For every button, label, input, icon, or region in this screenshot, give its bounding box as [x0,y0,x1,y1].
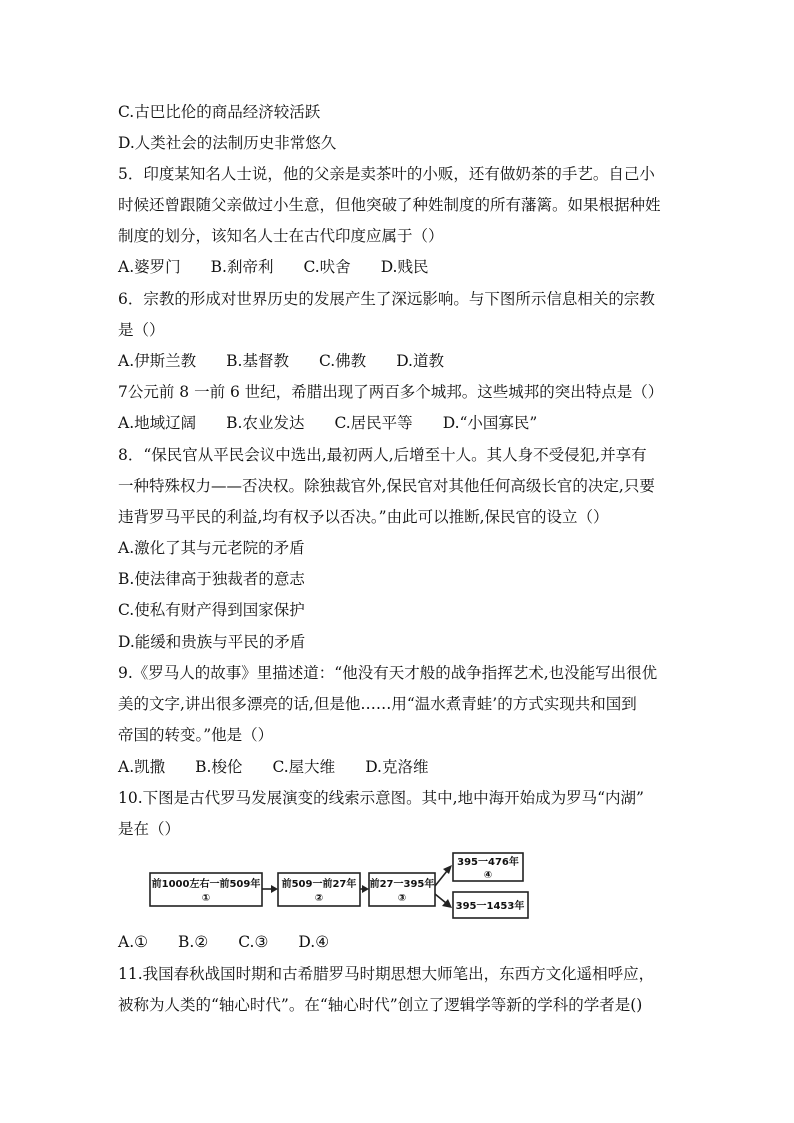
options-q7 [118,413,684,433]
arrow-3-4-line [435,871,447,886]
question-9-line3: 帝国的转变。”他是（） [118,726,274,744]
timeline-box-4-period: 395一476年 [457,857,519,868]
option-c-q10: C.③ [238,933,269,951]
question-11-line1: 11.我国春秋战国时期和古希腊罗马时期思想大师笔出，东西方文化遥相呼应， [118,965,655,983]
rome-timeline-diagram [120,848,680,923]
question-5-line1: 5．印度某知名人士说，他的父亲是卖茶叶的小贩，还有做奶茶的手艺。自己小 [118,165,655,183]
question-5-line2: 时候还曾跟随父亲做过小生意，但他突破了种姓制度的所有藩篱。如果根据种姓 [118,196,661,214]
option-a-q7: A.地域辽阔 [118,414,197,432]
option-b-q9: B.梭伦 [195,758,243,776]
option-d-q10: D.④ [298,933,330,951]
option-c-q4: C.古巴比伦的商品经济较活跃 [118,103,321,121]
option-b-q6: B.基督教 [226,352,289,370]
timeline-box-4-num: ④ [483,870,493,881]
question-7: 7公元前 8 一前 6 世纪，希腊出现了两百多个城邦。这些城邦的突出特点是（） [118,383,664,401]
timeline-box-5-period: 395一1453年 [455,901,525,912]
question-10-line2: 是在（） [118,820,181,838]
question-6-line2: 是（） [118,321,165,339]
timeline-box-3-period: 前27一395年 [369,879,435,890]
option-d-q8: D.能缓和贵族与平民的矛盾 [118,633,306,651]
option-c-q9: C.屋大维 [272,758,336,776]
option-a-q6: A.伊斯兰教 [118,352,197,370]
option-b-q7: B.农业发达 [226,414,305,432]
options-q9 [118,757,684,777]
question-9-line1: 9.《罗马人的故事》里描述道：“他没有天才般的战争指挥艺术,也没能写出很优 [118,664,658,682]
option-b-q8: B.使法律高于独裁者的意志 [118,570,305,588]
option-d-q9: D.克洛维 [365,758,429,776]
option-d-q5: D.贱民 [380,258,429,276]
option-c-q5: C.吠舍 [303,258,351,276]
arrow-3-4-head [443,865,452,874]
options-q10 [118,932,684,952]
question-6-line1: 6．宗教的形成对世界历史的发展产生了深远影响。与下图所示信息相关的宗教 [118,290,655,308]
option-d-q6: D.道教 [396,352,444,370]
option-a-q5: A.婆罗门 [118,258,181,276]
question-9-line2: 美的文字,讲出很多漂亮的话,但是他……用“温水煮青蛙’的方式实现共和国到 [118,695,637,713]
timeline-box-3-num: ③ [397,893,407,904]
options-q5 [118,257,684,277]
arrow-2-3-head [362,885,369,893]
arrow-3-5-line [435,894,446,903]
option-a-q8: A.激化了其与元老院的矛盾 [118,539,305,557]
question-11-line2: 被称为人类的“轴心时代”。在“轴心时代”创立了逻辑学等新的学科的学者是() [118,996,643,1014]
timeline-box-1-num: ① [201,893,211,904]
timeline-box-1-period: 前1000左右一前509年 [151,879,261,890]
options-q6 [118,351,684,371]
option-d-q7: D.“小国寡民” [442,414,538,432]
question-8-line3: 违背罗马平民的利益,均有权予以否决。”由此可以推断,保民官的设立（） [118,508,609,526]
question-5-line3: 制度的划分，该知名人士在古代印度应属于（） [118,227,444,245]
option-c-q7: C.居民平等 [334,414,413,432]
option-a-q10: A.① [118,933,149,951]
question-8-line1: 8．“保民官从平民会议中选出,最初两人,后增至十人。其人身不受侵犯,并享有 [118,446,647,464]
option-c-q6: C.佛教 [318,352,367,370]
timeline-box-2-period: 前509一前27年 [281,879,357,890]
option-c-q8: C.使私有财产得到国家保护 [118,601,305,619]
option-d-q4: D.人类社会的法制历史非常悠久 [118,134,337,152]
timeline-box-2-num: ② [314,893,324,904]
option-b-q10: B.② [178,933,209,951]
option-b-q5: B.刹帝利 [210,258,274,276]
question-10-line1: 10.下图是古代罗马发展演变的线索示意图。其中,地中海开始成为罗马“内湖” [118,789,644,807]
question-8-line2: 一种特殊权力——否决权。除独裁官外,保民官对其他任何高级长官的决定,只要 [118,477,655,495]
arrow-1-2-head [271,885,278,893]
option-a-q9: A.凯撒 [118,758,166,776]
